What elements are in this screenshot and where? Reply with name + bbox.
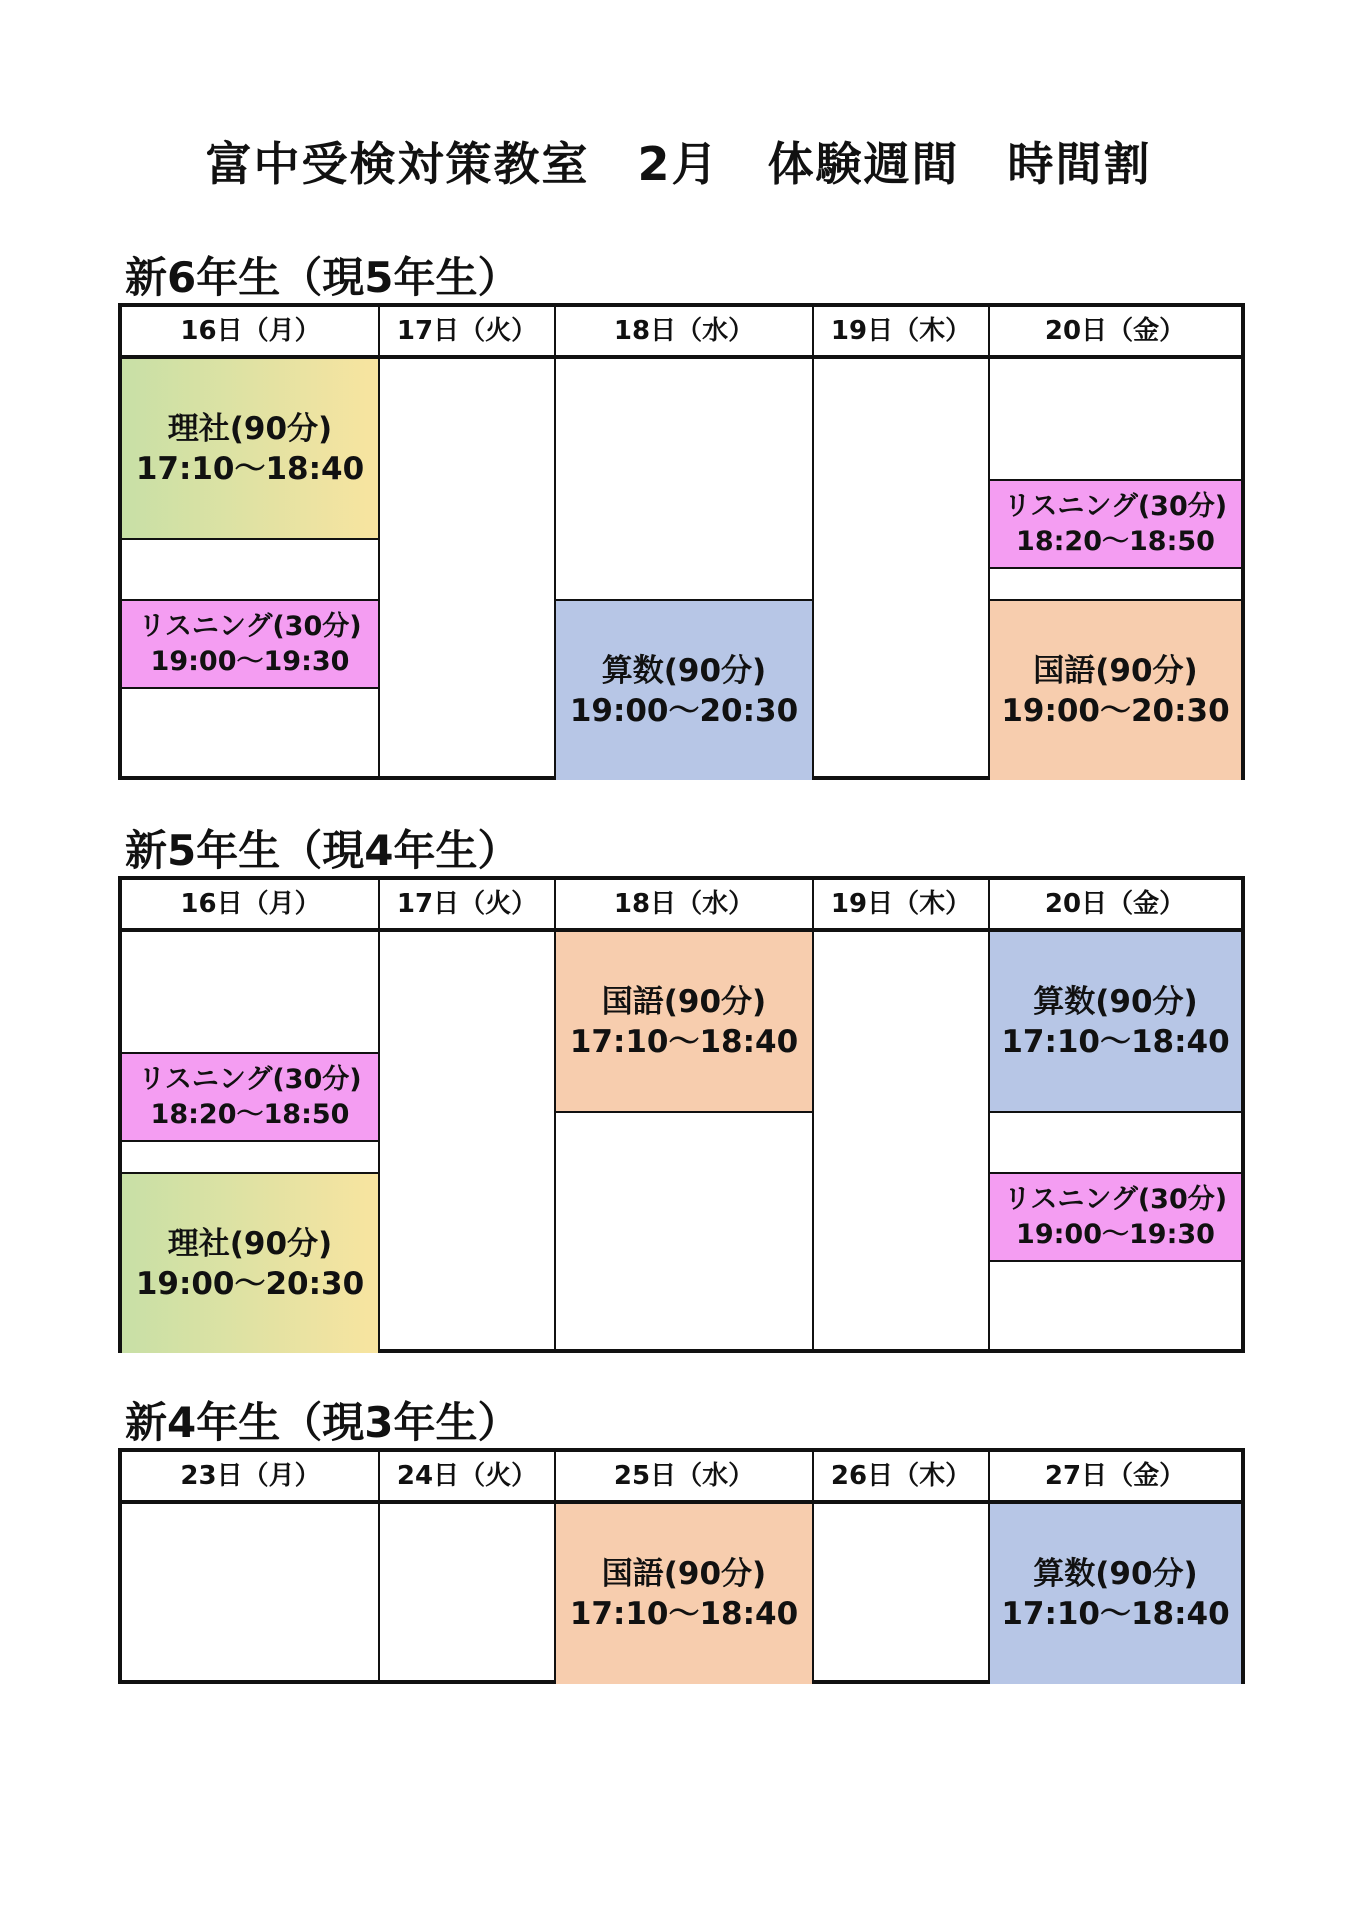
session-subject: 国語(90分)	[601, 1556, 767, 1592]
session-block	[122, 1052, 378, 1142]
day-header: 26日（木）	[830, 1461, 972, 1491]
grade-title: 新4年生（現3年生）	[125, 1398, 520, 1447]
day-header: 24日（火）	[396, 1461, 538, 1491]
session-block	[990, 599, 1241, 780]
session-time: 19:00～19:30	[150, 646, 350, 677]
session-block	[990, 1504, 1241, 1684]
session-block	[122, 359, 378, 540]
session-subject: 理社(90分)	[167, 1225, 333, 1262]
column-divider	[812, 1452, 814, 1680]
day-header: 17日（火）	[396, 316, 538, 346]
session-time: 19:00～19:30	[1016, 1219, 1215, 1250]
timetable	[118, 1448, 1245, 1684]
day-header-row	[122, 307, 1241, 359]
session-block	[990, 479, 1241, 569]
day-header: 19日（木）	[830, 316, 972, 346]
session-block	[990, 1172, 1241, 1262]
session-subject: 理社(90分)	[167, 410, 333, 447]
session-block	[556, 932, 812, 1113]
day-header: 19日（木）	[830, 889, 972, 919]
day-header: 18日（水）	[613, 316, 755, 346]
column-divider	[378, 880, 380, 1349]
column-divider	[378, 307, 380, 776]
session-time: 18:20～18:50	[150, 1099, 350, 1130]
day-header: 25日（水）	[613, 1461, 755, 1491]
timetable	[118, 876, 1245, 1353]
day-header: 18日（水）	[613, 889, 755, 919]
page-title: 富中受検対策教室 2月 体験週間 時間割	[205, 137, 1152, 191]
day-header: 23日（月）	[180, 1461, 321, 1491]
timetable	[118, 303, 1245, 780]
session-time: 19:00～20:30	[135, 1265, 365, 1302]
session-subject: リスニング(30分)	[1003, 491, 1228, 522]
day-header: 20日（金）	[1044, 889, 1186, 919]
session-subject: 算数(90分)	[1033, 983, 1198, 1020]
session-time: 19:00～20:30	[1001, 692, 1230, 729]
session-block	[122, 599, 378, 689]
session-time: 17:10～18:40	[569, 1023, 799, 1060]
session-time: 17:10～18:40	[1001, 1596, 1230, 1632]
column-divider	[812, 307, 814, 776]
column-divider	[812, 880, 814, 1349]
session-time: 18:20～18:50	[1016, 526, 1215, 557]
session-block	[122, 1172, 378, 1353]
session-subject: リスニング(30分)	[138, 1064, 362, 1095]
session-subject: リスニング(30分)	[138, 611, 362, 642]
session-subject: リスニング(30分)	[1003, 1184, 1228, 1215]
session-block	[990, 932, 1241, 1113]
day-header-row	[122, 880, 1241, 932]
day-header: 20日（金）	[1044, 316, 1186, 346]
day-header: 16日（月）	[180, 889, 321, 919]
day-header: 16日（月）	[180, 316, 321, 346]
session-subject: 算数(90分)	[601, 652, 767, 689]
session-time: 17:10～18:40	[1001, 1023, 1230, 1060]
session-subject: 算数(90分)	[1033, 1556, 1198, 1592]
day-header: 27日（金）	[1044, 1461, 1186, 1491]
day-header: 17日（火）	[396, 889, 538, 919]
column-divider	[378, 1452, 380, 1680]
session-block	[556, 599, 812, 780]
session-block	[556, 1504, 812, 1684]
session-time: 17:10～18:40	[569, 1596, 799, 1632]
session-subject: 国語(90分)	[601, 983, 767, 1020]
day-header-row	[122, 1452, 1241, 1504]
session-time: 17:10～18:40	[135, 450, 365, 487]
session-subject: 国語(90分)	[1033, 652, 1198, 689]
grade-title: 新5年生（現4年生）	[125, 826, 520, 875]
grade-title: 新6年生（現5年生）	[125, 253, 520, 302]
session-time: 19:00～20:30	[569, 692, 799, 729]
